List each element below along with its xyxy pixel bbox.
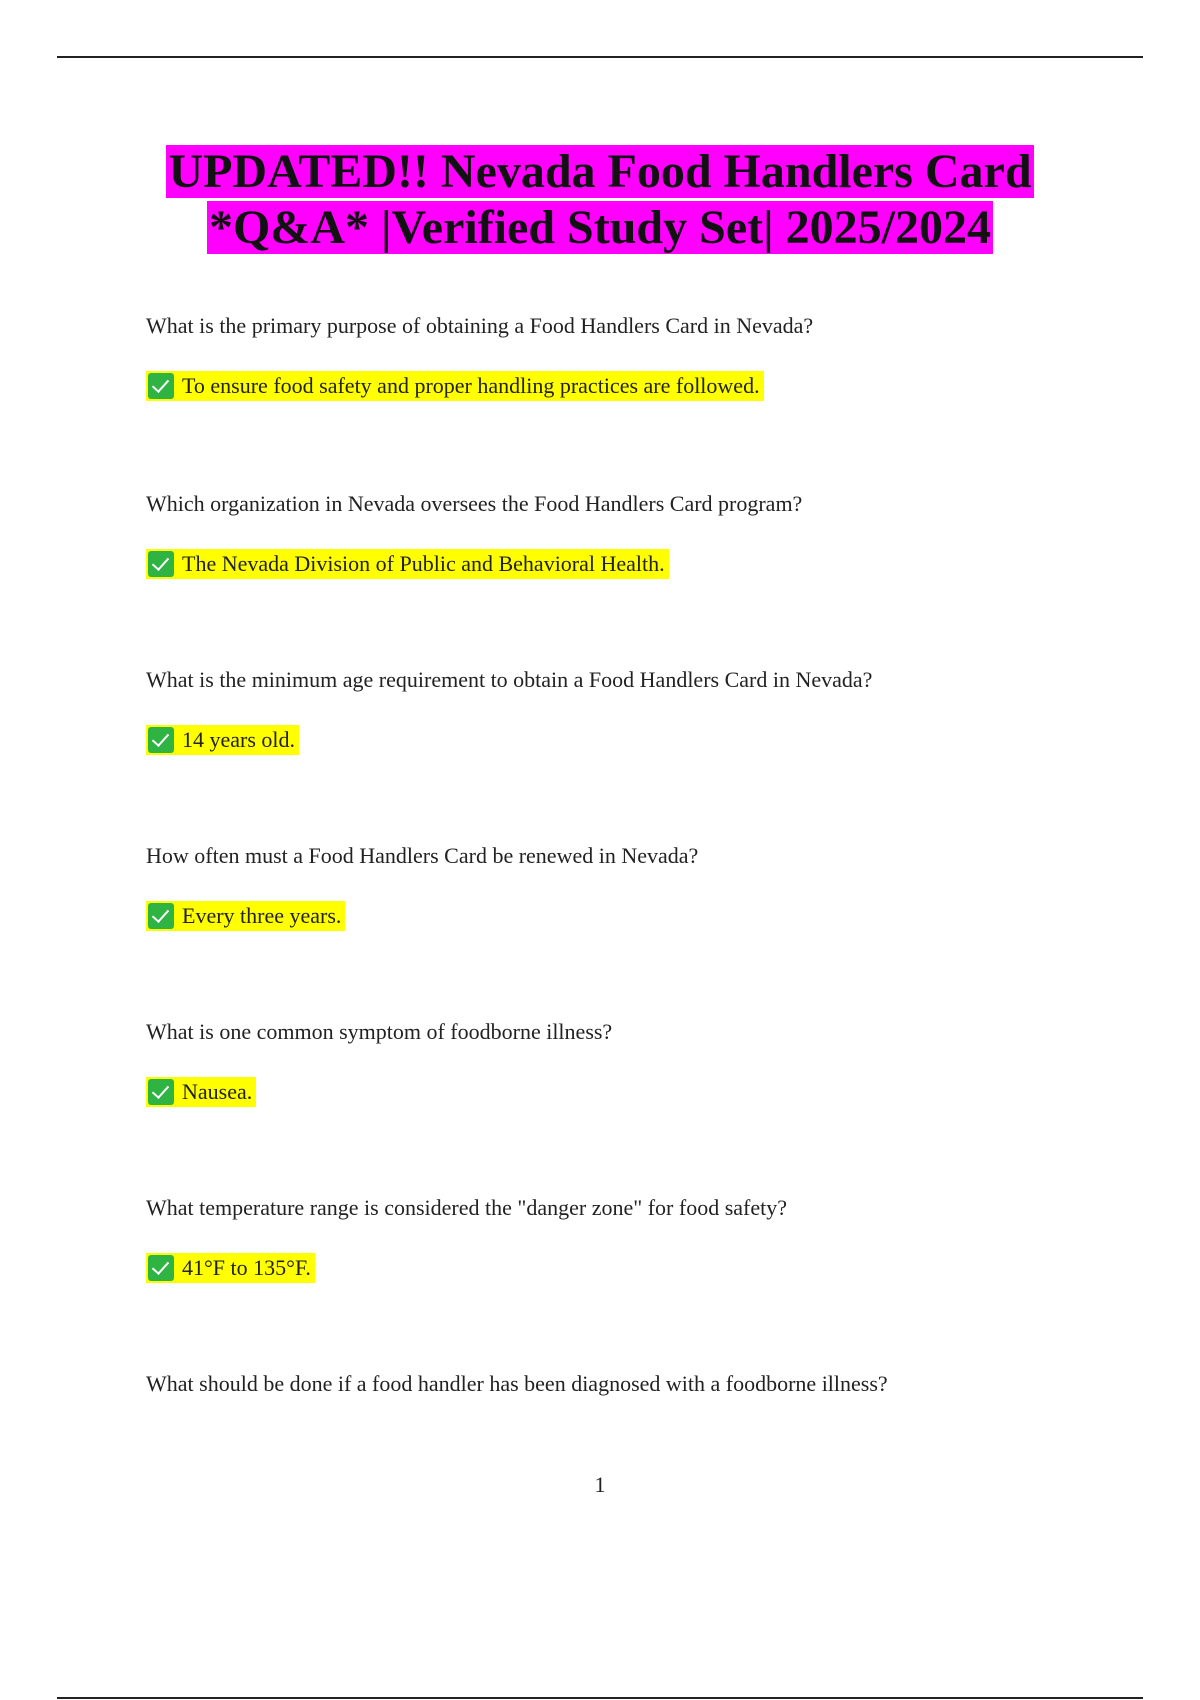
answer-text: 41°F to 135°F. [182, 1255, 311, 1280]
qa-item-1 [146, 313, 1146, 404]
answer-text: Every three years. [182, 903, 342, 928]
question-text: What is the minimum age requirement to obtain a Food Handlers Card in Nevada? [146, 667, 873, 692]
question-text: How often must a Food Handlers Card be renewed in Nevada? [146, 843, 699, 868]
question-text: What should be done if a food handler has been diagnosed with a foodborne illness? [146, 1371, 888, 1396]
qa-item-5 [146, 1019, 1146, 1110]
qa-item-3 [146, 667, 1146, 758]
answer-text: Nausea. [182, 1079, 253, 1104]
top-rule [57, 56, 1143, 58]
qa-item-4 [146, 843, 1146, 934]
answer-highlight [146, 725, 299, 755]
answer-highlight [146, 901, 345, 931]
title-line-1: UPDATED!! Nevada Food Handlers Card [168, 145, 1032, 198]
bottom-rule [57, 1697, 1143, 1699]
qa-item-2 [146, 491, 1146, 582]
document-title [57, 144, 1143, 256]
answer-highlight [146, 371, 764, 401]
question-text: Which organization in Nevada oversees the Food Handlers Card program? [146, 491, 803, 516]
question-text: What is one common symptom of foodborne illness? [146, 1019, 613, 1044]
question-text: What temperature range is considered the "danger zone" for food safety? [146, 1195, 788, 1220]
check-mark-icon [148, 1079, 174, 1105]
answer-text: 14 years old. [182, 727, 296, 752]
qa-item-6 [146, 1195, 1146, 1286]
check-mark-icon [148, 727, 174, 753]
check-mark-icon [148, 1255, 174, 1281]
check-mark-icon [148, 903, 174, 929]
question-text: What is the primary purpose of obtaining a Food Handlers Card in Nevada? [146, 313, 814, 338]
answer-highlight [146, 1077, 256, 1107]
qa-item-7 [146, 1371, 1146, 1397]
check-mark-icon [148, 551, 174, 577]
answer-highlight [146, 1253, 315, 1283]
answer-text: To ensure food safety and proper handling practices are followed. [182, 373, 760, 398]
title-line-2: *Q&A* |Verified Study Set| 2025/2024 [208, 201, 992, 254]
answer-highlight [146, 549, 669, 579]
page-number: 1 [594, 1472, 606, 1497]
answer-text: The Nevada Division of Public and Behavioral Health. [182, 551, 665, 576]
check-mark-icon [148, 373, 174, 399]
